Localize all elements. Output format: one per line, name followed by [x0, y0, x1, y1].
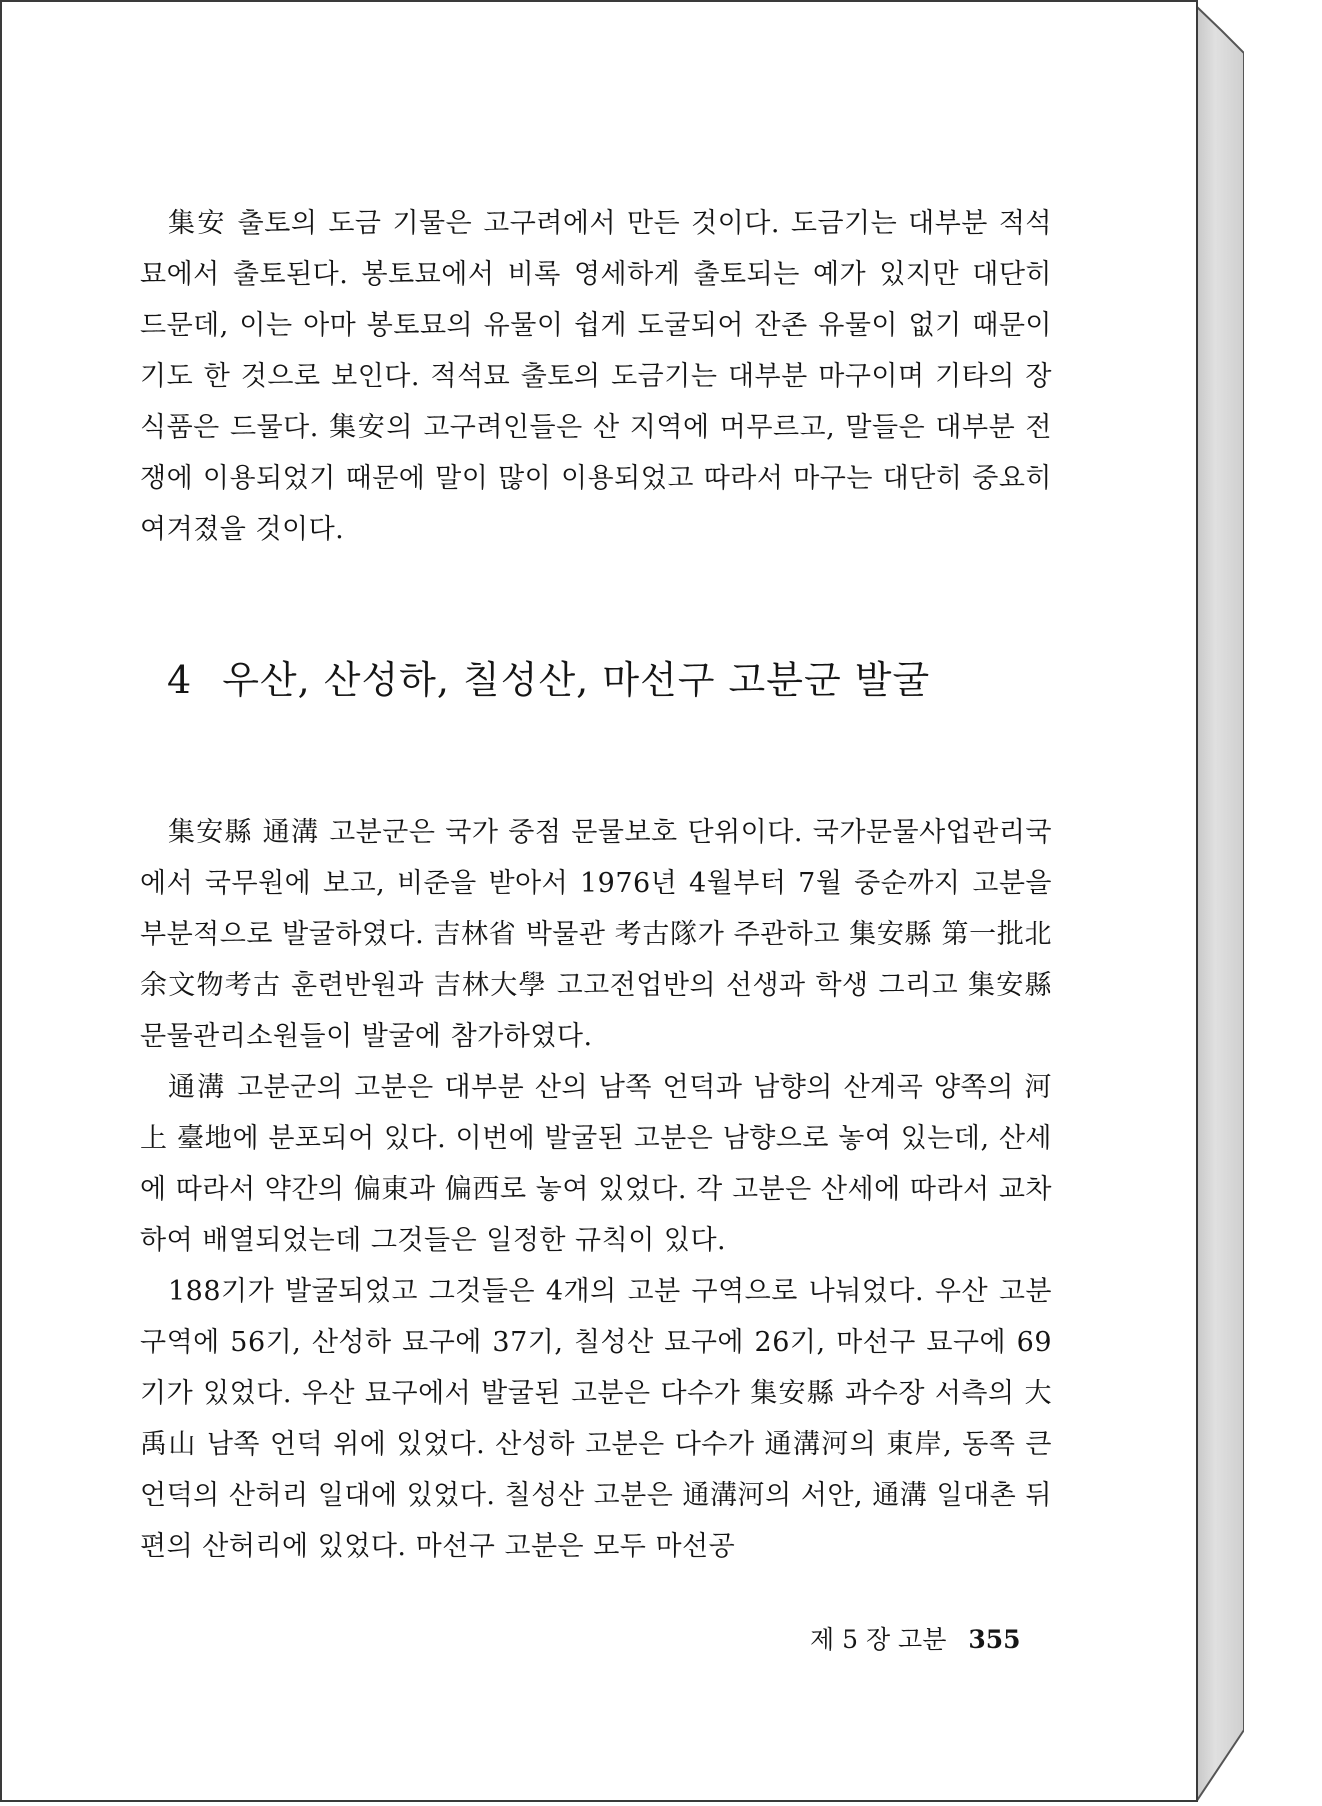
section-title: 우산, 산성하, 칠성산, 마선구 고분군 발굴	[222, 658, 931, 702]
paragraph: 188기가 발굴되었고 그것들은 4개의 고분 구역으로 나눠었다. 우산 고분 구역에 56기, 산성하 묘구에 37기, 칠성산 묘구에 26기, 마선구 묘구에 69기가 있었다. 우산 묘구에서 발굴된 고분은 다수가 集安縣 과수장 서측의 大禹山 남쪽 언덕 위에 있었다. 산성하 고분은 다수가 通溝河의 東岸, 동쪽 큰 언덕의 산허리 일대에 있었다. 칠성산 고분은 通溝河의 서안, 通溝 일대촌 뒤편의 산허리에 있었다. 마선구 고분은 모두 마선공	[140, 1276, 1052, 1562]
intro-text-block	[140, 198, 1052, 555]
paragraph: 集安 출토의 도금 기물은 고구려에서 만든 것이다. 도금기는 대부분 적석묘에서 출토된다. 봉토묘에서 비록 영세하게 출토되는 예가 있지만 대단히 드문데, 이는 아마 봉토묘의 유물이 쉽게 도굴되어 잔존 유물이 없기 때문이기도 한 것으로 보인다. 적석묘 출토의 도금기는 대부분 마구이며 기타의 장식품은 드물다. 集安의 고구려인들은 산 지역에 머무르고, 말들은 대부분 전쟁에 이용되었기 때문에 말이 많이 이용되었고 따라서 마구는 대단히 중요히 여겨졌을 것이다.	[140, 208, 1052, 545]
running-footer-chapter: 제 5 장 고분	[810, 1625, 947, 1654]
section-number: 4	[167, 658, 193, 702]
paragraph: 集安縣 通溝 고분군은 국가 중점 문물보호 단위이다. 국가문물사업관리국에서 국무원에 보고, 비준을 받아서 1976년 4월부터 7월 중순까지 고분을 부분적으로 발굴하였다. 吉林省 박물관 考古隊가 주관하고 集安縣 第一批北余文物考古 훈련반원과 吉林大學 고고전업반의 선생과 학생 그리고 集安縣 문물관리소원들이 발굴에 참가하였다.	[140, 817, 1052, 1052]
section-body	[140, 807, 1052, 1572]
paragraph: 通溝 고분군의 고분은 대부분 산의 남쪽 언덕과 남향의 산계곡 양쪽의 河上 臺地에 분포되어 있다. 이번에 발굴된 고분은 남향으로 놓여 있는데, 산세에 따라서 약간의 偏東과 偏西로 놓여 있었다. 각 고분은 산세에 따라서 교차하여 배열되었는데 그것들은 일정한 규칙이 있다.	[140, 1072, 1052, 1256]
page-footer	[810, 1620, 1021, 1656]
page-edge-shadow	[1196, 6, 1244, 1802]
section-heading	[167, 649, 930, 704]
page-number: 355	[968, 1625, 1021, 1654]
